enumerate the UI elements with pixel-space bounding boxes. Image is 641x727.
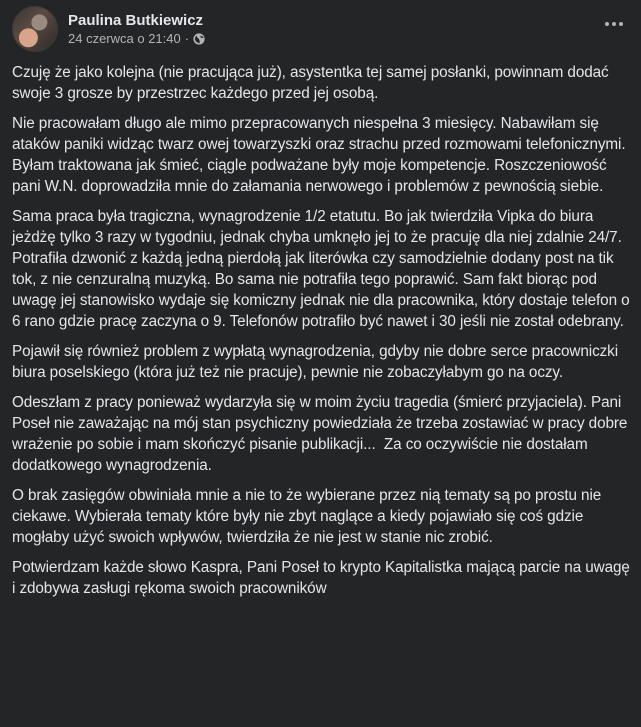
post-paragraph: Czuję że jako kolejna (nie pracująca już), asystentka tej samej posłanki, powinnam dodać swoje 3 grosze by przestrzec każdego przed jej osobą. [12, 64, 613, 102]
globe-icon[interactable] [193, 33, 205, 45]
separator-dot: · [184, 30, 190, 46]
post-paragraph: Pojawił się również problem z wypłatą wynagrodzenia, gdyby nie dobre serce pracowniczki biura poselskiego (która już też nie pracuje), pewnie nie zobaczyłabym go na oczy. [12, 343, 623, 381]
post-paragraph: O brak zasięgów obwiniała mnie a nie to że wybierane przez nią tematy są po prostu nie ciekawe. Wybierała tematy które były nie zbyt naglące a kiedy pojawiało się coś gdzie mogłaby użyć swoich wpływów, twierdziła że nie jest w stanie nic zrobić. [12, 487, 606, 546]
post-body [12, 62, 632, 608]
post-meta [68, 11, 205, 48]
post-timestamp[interactable]: 24 czerwca o 21:40 [68, 30, 181, 46]
author-name[interactable]: Paulina Butkiewicz [68, 11, 204, 29]
post-subline [68, 30, 205, 48]
post-paragraph: Potrafiła dzwonić z każdą jedną pierdołą jak literówka czy samodzielnie dodany post na tik tok, z nie cenzuralną muzyką. Bo sama nie potrafiła tego poprawić. Sam fakt biorąc pod uwagę jej stanowisko wydaje się komiczny jednak nie dla pracownika, który dostaje telefon o 6 rano gdzie pracę zaczyna o 9. Telefonów potrafiło być nawet i 30 jeśli nie został odebrany. [12, 250, 634, 330]
author-avatar[interactable] [12, 6, 58, 52]
more-options-button[interactable] [601, 18, 627, 30]
post-header [12, 6, 205, 52]
more-options-icon-dot [612, 22, 616, 26]
post-paragraph: Sama praca była tragiczna, wynagrodzenie 1/2 etatutu. Bo jak twierdziła Vipka do biura jeżdżę tylko 3 razy w tygodniu, jednak chyba umknęło jej to że pracuję dla niej zdalnie 24/7. [12, 208, 622, 246]
post-paragraph: Potwierdzam każde słowo Kaspra, Pani Poseł to krypto Kapitalistka mającą parcie na uwagę i zdobywa zasługi rękoma swoich pracowników [12, 559, 634, 597]
post-paragraph: Odeszłam z pracy ponieważ wydarzyła się w moim życiu tragedia (śmierć przyjaciela). Pani Poseł nie zaważając na mój stan psychiczny powiedziała że trzeba zostawiać w pracy dobre wrażenie po sobie i mam skończyć pisanie publikacji... Za co oczywiście nie dostałam dodatkowego wynagrodzenia. [12, 394, 632, 474]
post-paragraph: Nie pracowałam długo ale mimo przepracowanych niespełna 3 miesięcy. Nabawiłam się ataków paniki widząc twarz owej towarzyszki oraz strachu przed rozmowami telefonicznymi. Byłam traktowana jak śmieć, ciągle podważane były moje kompetencje. Roszczeniowość pani W.N. doprowadziła mnie do załamania nerwowego i problemów z pewnością siebie. [12, 115, 630, 195]
more-options-icon-dot [605, 22, 609, 26]
more-options-icon-dot [619, 22, 623, 26]
